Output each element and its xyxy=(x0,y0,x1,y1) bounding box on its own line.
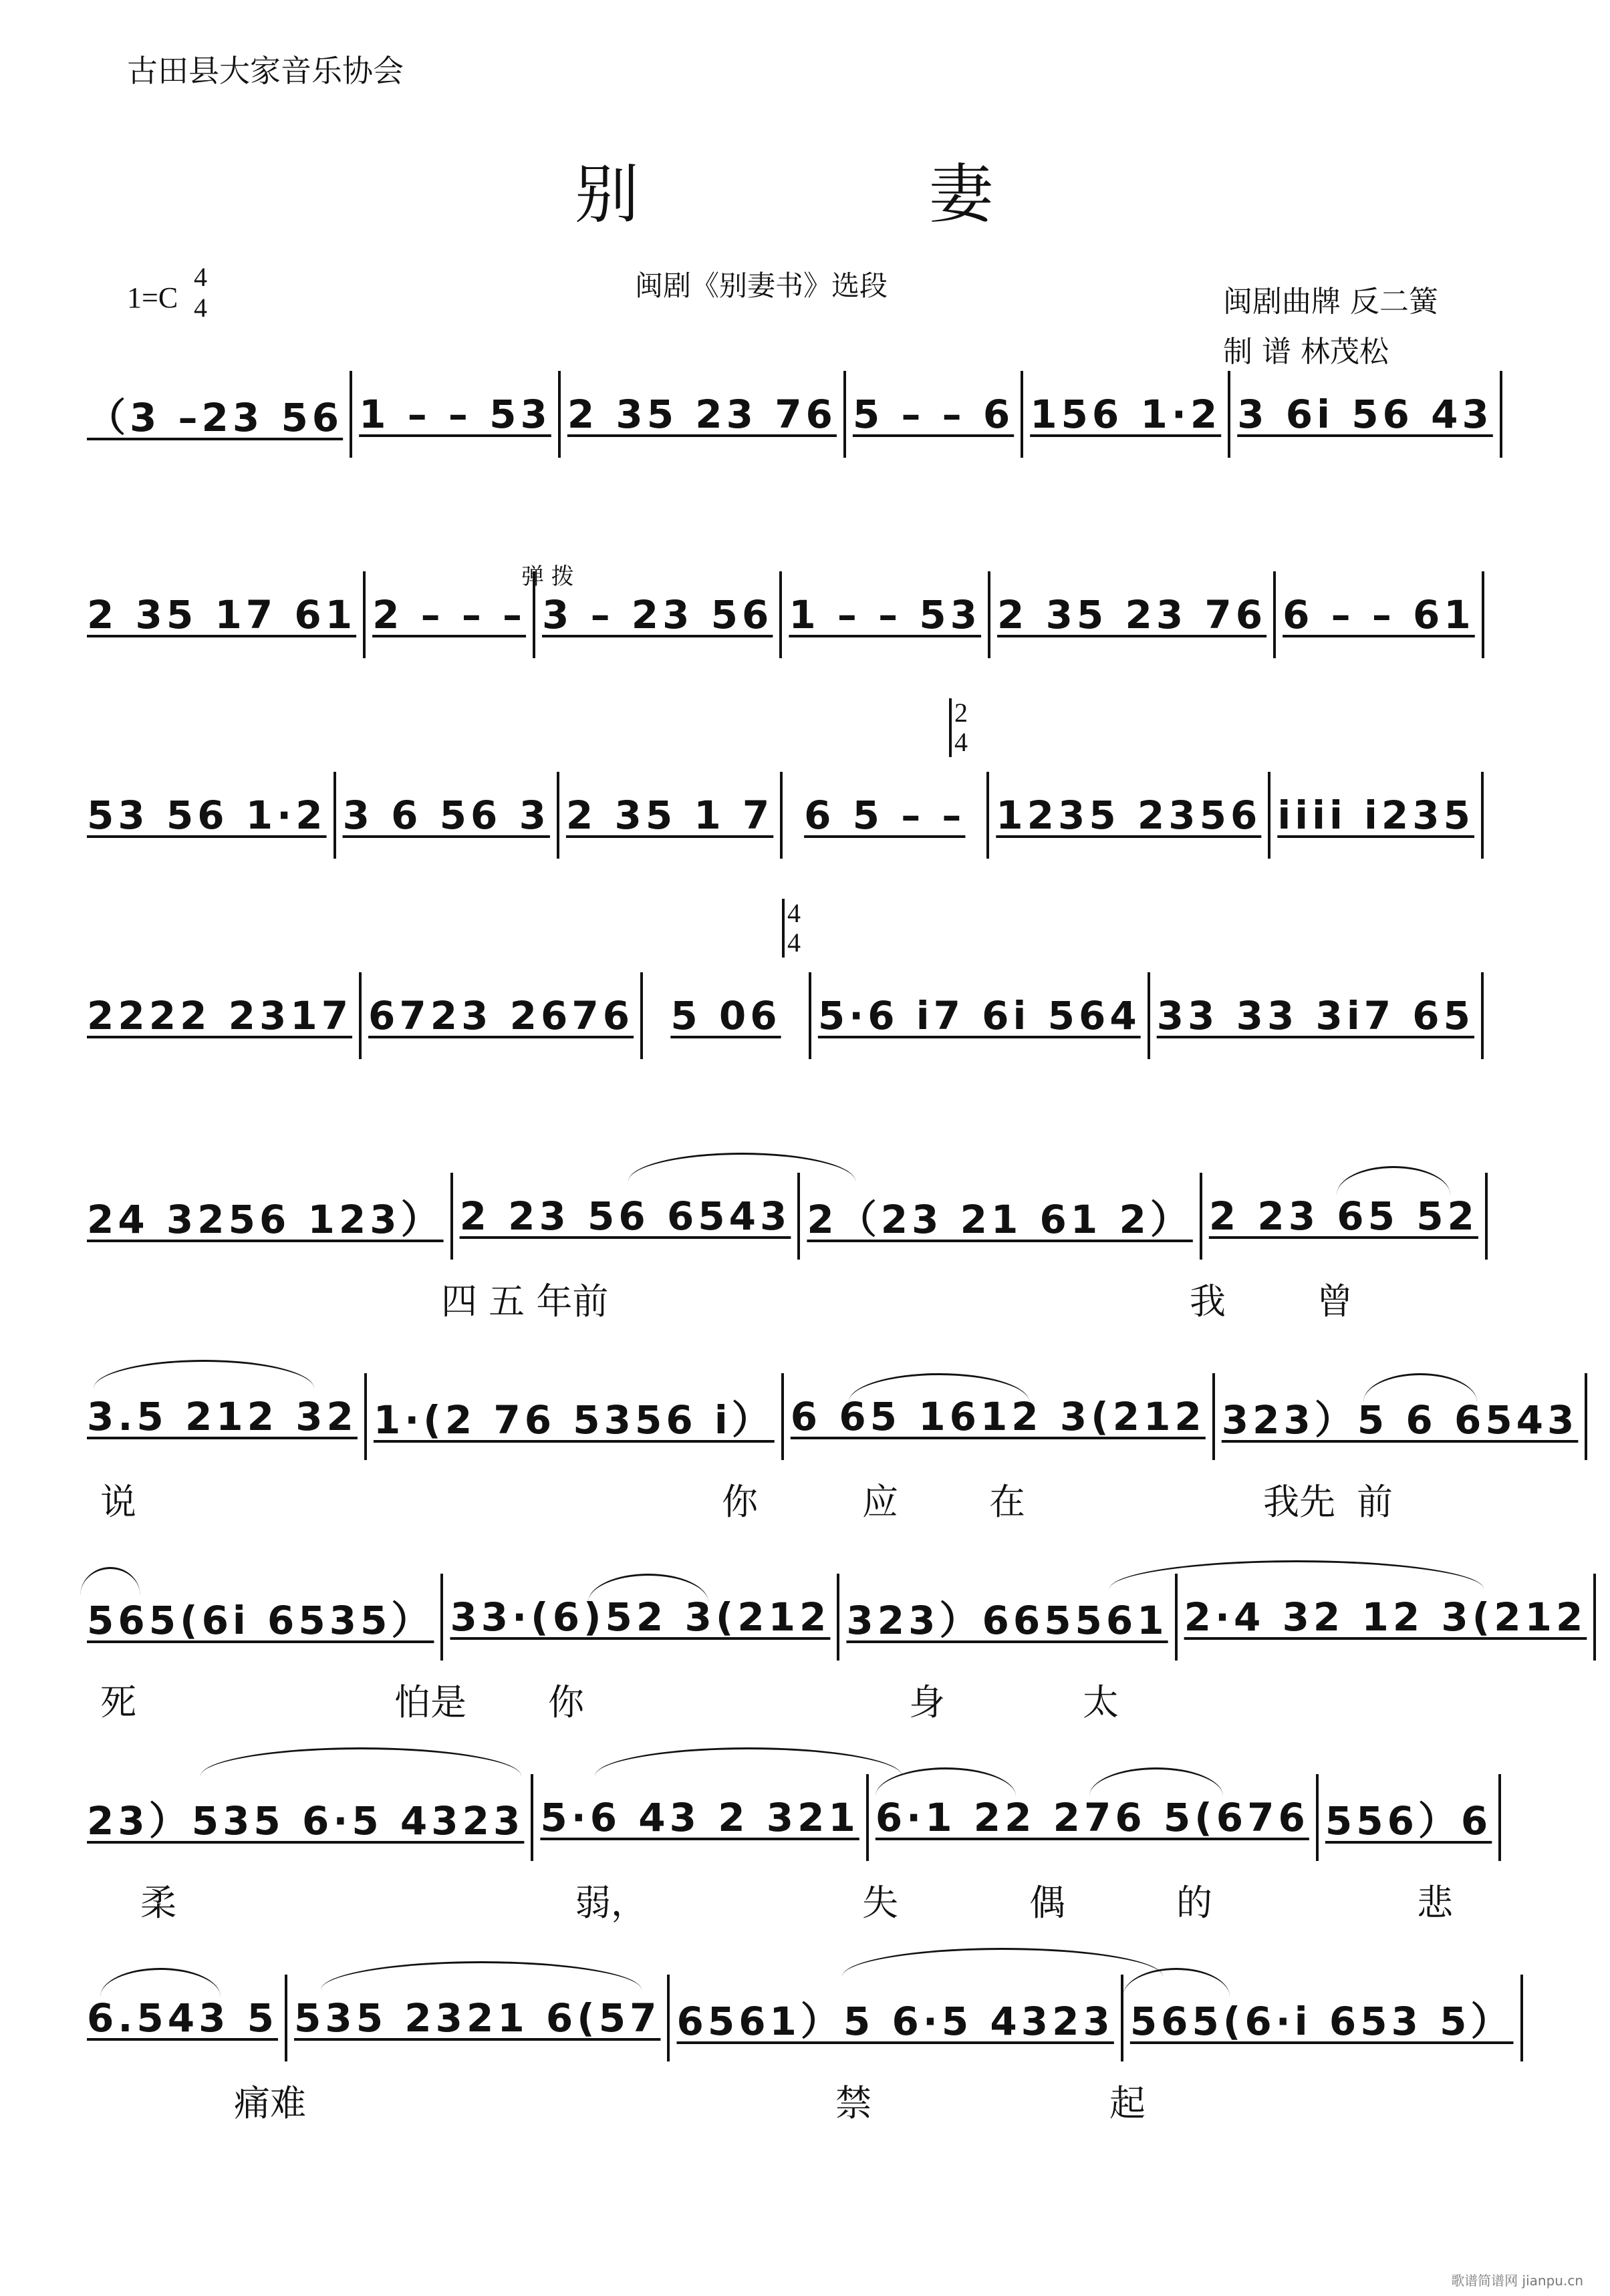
measure-notes: 535 2321 6(57 xyxy=(294,1995,661,2041)
measure xyxy=(989,772,1270,859)
title-char-2: 妻 xyxy=(929,157,993,232)
measure-notes: 2 35 23 76 xyxy=(997,592,1267,637)
association-name: 古田县大家音乐协会 xyxy=(127,53,404,89)
measure xyxy=(80,1975,287,2061)
lyric: 柔 xyxy=(140,1882,176,1924)
measure xyxy=(670,1975,1123,2061)
measure xyxy=(533,1774,868,1861)
time-signature-numerator: 4 xyxy=(194,262,207,292)
score-row-6 xyxy=(80,1373,1579,1547)
measure xyxy=(287,1975,670,2061)
lyric: 我先 xyxy=(1263,1481,1335,1523)
staff xyxy=(80,1574,1587,1661)
lyric: 偶 xyxy=(1029,1882,1065,1924)
watermark: 歌谱简谱网 jianpu.cn xyxy=(1451,2273,1583,2289)
lyric: 我 xyxy=(1190,1280,1226,1322)
lyric: 的 xyxy=(1176,1882,1212,1924)
measure-notes: 2·4 32 12 3(212 xyxy=(1184,1594,1587,1640)
credit-tune: 闽剧曲牌 反二簧 xyxy=(1223,285,1438,319)
time-signature-denominator: 4 xyxy=(194,293,207,323)
lyric: 失 xyxy=(862,1882,898,1924)
measure xyxy=(784,1373,1215,1460)
measure xyxy=(1230,371,1502,458)
lyric: 前 xyxy=(1357,1481,1393,1523)
measure xyxy=(643,972,811,1059)
lyrics-line xyxy=(80,1273,1484,1333)
measure-notes: 6·1 22 276 5(676 xyxy=(875,1795,1309,1840)
measure-notes: 6 5 – – xyxy=(804,793,966,838)
measure xyxy=(352,371,561,458)
measure-notes: 323）5 6 6543 xyxy=(1221,1397,1579,1443)
measure-notes: 53 56 1·2 xyxy=(87,793,327,838)
lyric: 在 xyxy=(989,1481,1025,1523)
measure-notes: 6.543 5 xyxy=(87,1995,279,2041)
measure xyxy=(80,772,336,859)
lyric: 弱， xyxy=(575,1882,647,1924)
measure xyxy=(362,972,643,1059)
measure xyxy=(869,1774,1319,1861)
measure-notes: 565(6·i 653 5） xyxy=(1129,1999,1514,2044)
measure xyxy=(783,772,989,859)
lyrics-line xyxy=(80,2075,1484,2135)
slur xyxy=(595,1747,902,1776)
measure xyxy=(1023,371,1230,458)
measure-notes: （3 –23 56 xyxy=(87,395,344,440)
measure xyxy=(800,1173,1202,1260)
lyrics-line xyxy=(80,1874,1484,1934)
measure-notes: 1 – – 53 xyxy=(789,592,982,637)
time-change-numerator: 4 xyxy=(787,898,801,928)
staff xyxy=(80,772,1484,859)
measure-notes: 3 – 23 56 xyxy=(542,592,773,637)
lyric: 四 五 年前 xyxy=(441,1280,609,1322)
lyric: 你 xyxy=(722,1481,758,1523)
measure-notes: 2222 2317 xyxy=(87,993,353,1038)
measure-notes: 6723 2676 xyxy=(368,993,634,1038)
lyric: 禁 xyxy=(835,2082,871,2124)
measure xyxy=(1276,571,1484,658)
score-row-4 xyxy=(80,898,1484,1146)
measure xyxy=(80,571,366,658)
staff xyxy=(80,1975,1514,2061)
lyric: 说 xyxy=(100,1481,136,1523)
measure-notes: 2 35 1 7 xyxy=(565,793,774,838)
lyric: 死 xyxy=(100,1681,136,1723)
measure-notes: 565(6i 6535） xyxy=(87,1598,434,1643)
lyric: 应 xyxy=(862,1481,898,1523)
measure-notes: 2 35 23 76 xyxy=(567,392,837,437)
score-row-5 xyxy=(80,1173,1484,1346)
measure xyxy=(990,571,1276,658)
measure-notes: 5 06 xyxy=(670,993,781,1038)
measure xyxy=(1319,1774,1501,1861)
lyrics-line xyxy=(80,1674,1484,1734)
lyric: 悲 xyxy=(1417,1882,1453,1924)
measure xyxy=(80,1373,367,1460)
lyric: 怕是 xyxy=(394,1681,466,1723)
title-char-1: 别 xyxy=(575,157,639,232)
measure xyxy=(80,972,362,1059)
measure-notes: 156 1·2 xyxy=(1030,392,1222,437)
time-change-denominator: 4 xyxy=(787,927,801,958)
staff xyxy=(80,571,1484,658)
subtitle: 闽剧《别妻书》选段 xyxy=(635,269,888,302)
measure-notes: 23）535 6·5 4323 xyxy=(87,1798,525,1844)
time-change xyxy=(782,899,801,958)
measure-notes: 1235 2356 xyxy=(996,793,1262,838)
measure-notes: 33 33 3i7 65 xyxy=(1156,993,1474,1038)
measure xyxy=(1123,1975,1523,2061)
measure-notes: 6 65 1612 3(212 xyxy=(790,1394,1206,1439)
score-row-7 xyxy=(80,1574,1587,1747)
measure-notes: 3 6i 56 43 xyxy=(1237,392,1493,437)
measure-notes: 1·(2 76 5356 i） xyxy=(373,1397,775,1443)
measure-notes: 5 – – 6 xyxy=(852,392,1015,437)
staff xyxy=(80,1173,1484,1260)
measure xyxy=(80,1774,533,1861)
measure-notes: 2（23 21 61 2） xyxy=(807,1197,1193,1242)
score-row-9 xyxy=(80,1975,1514,2148)
measure xyxy=(782,571,990,658)
measure xyxy=(453,1173,801,1260)
measure-notes: 24 3256 123） xyxy=(87,1197,444,1242)
measure xyxy=(535,571,782,658)
staff xyxy=(80,1774,1492,1861)
lyric: 身 xyxy=(909,1681,945,1723)
measure-notes: 5·6 i7 6i 564 xyxy=(817,993,1141,1038)
staff xyxy=(80,972,1484,1059)
lyric: 太 xyxy=(1083,1681,1119,1723)
time-change-denominator: 4 xyxy=(954,727,968,757)
time-change-numerator: 2 xyxy=(954,698,968,728)
measure-notes: 2 23 65 52 xyxy=(1208,1193,1478,1239)
lyric: 起 xyxy=(1109,2082,1146,2124)
lyric: 曾 xyxy=(1317,1280,1353,1322)
score-row-2 xyxy=(80,563,1484,745)
measure-notes: 3 6 56 3 xyxy=(342,793,550,838)
measure-notes: 556）6 xyxy=(1325,1798,1492,1844)
measure xyxy=(443,1574,839,1661)
measure xyxy=(336,772,559,859)
measure-notes: 3.5 212 32 xyxy=(87,1394,358,1439)
lyric: 痛难 xyxy=(234,2082,306,2124)
measure xyxy=(367,1373,784,1460)
measure xyxy=(366,571,535,658)
measure-notes: 2 35 17 61 xyxy=(87,592,357,637)
measure xyxy=(1215,1373,1588,1460)
measure-notes: 33·(6)52 3(212 xyxy=(450,1594,831,1640)
measure xyxy=(561,371,846,458)
score-row-1 xyxy=(80,371,1493,545)
credit-arranger: 制 谱 林茂松 xyxy=(1223,335,1389,369)
measure xyxy=(846,371,1023,458)
measure-notes: iiii i235 xyxy=(1277,793,1474,838)
time-signature xyxy=(194,262,207,323)
key-signature: 1=C xyxy=(127,281,178,314)
measure-notes: 2 – – – xyxy=(372,592,527,637)
time-change xyxy=(949,698,968,757)
measure-notes: 5·6 43 2 321 xyxy=(540,1795,859,1840)
lyrics-line xyxy=(80,1473,1484,1534)
measure xyxy=(1150,972,1484,1059)
measure xyxy=(811,972,1150,1059)
slur xyxy=(200,1747,521,1776)
measure-notes: 6 – – 61 xyxy=(1283,592,1475,637)
performance-marking: 弹 拨 xyxy=(521,563,574,590)
measure-notes: 1 – – 53 xyxy=(359,392,551,437)
score-row-8 xyxy=(80,1774,1492,1948)
measure-notes: 2 23 56 6543 xyxy=(459,1193,791,1239)
slur xyxy=(842,1948,1163,1977)
staff xyxy=(80,1373,1579,1460)
lyric: 你 xyxy=(548,1681,584,1723)
measure xyxy=(1178,1574,1597,1661)
measure xyxy=(80,1173,453,1260)
measure xyxy=(80,371,352,458)
measure-notes: 6561）5 6·5 4323 xyxy=(676,1999,1114,2044)
measure xyxy=(80,1574,443,1661)
measure xyxy=(559,772,783,859)
measure xyxy=(1270,772,1484,859)
measure xyxy=(839,1574,1177,1661)
measure-notes: 323）665561 xyxy=(846,1598,1168,1643)
measure xyxy=(1202,1173,1488,1260)
staff xyxy=(80,371,1493,458)
